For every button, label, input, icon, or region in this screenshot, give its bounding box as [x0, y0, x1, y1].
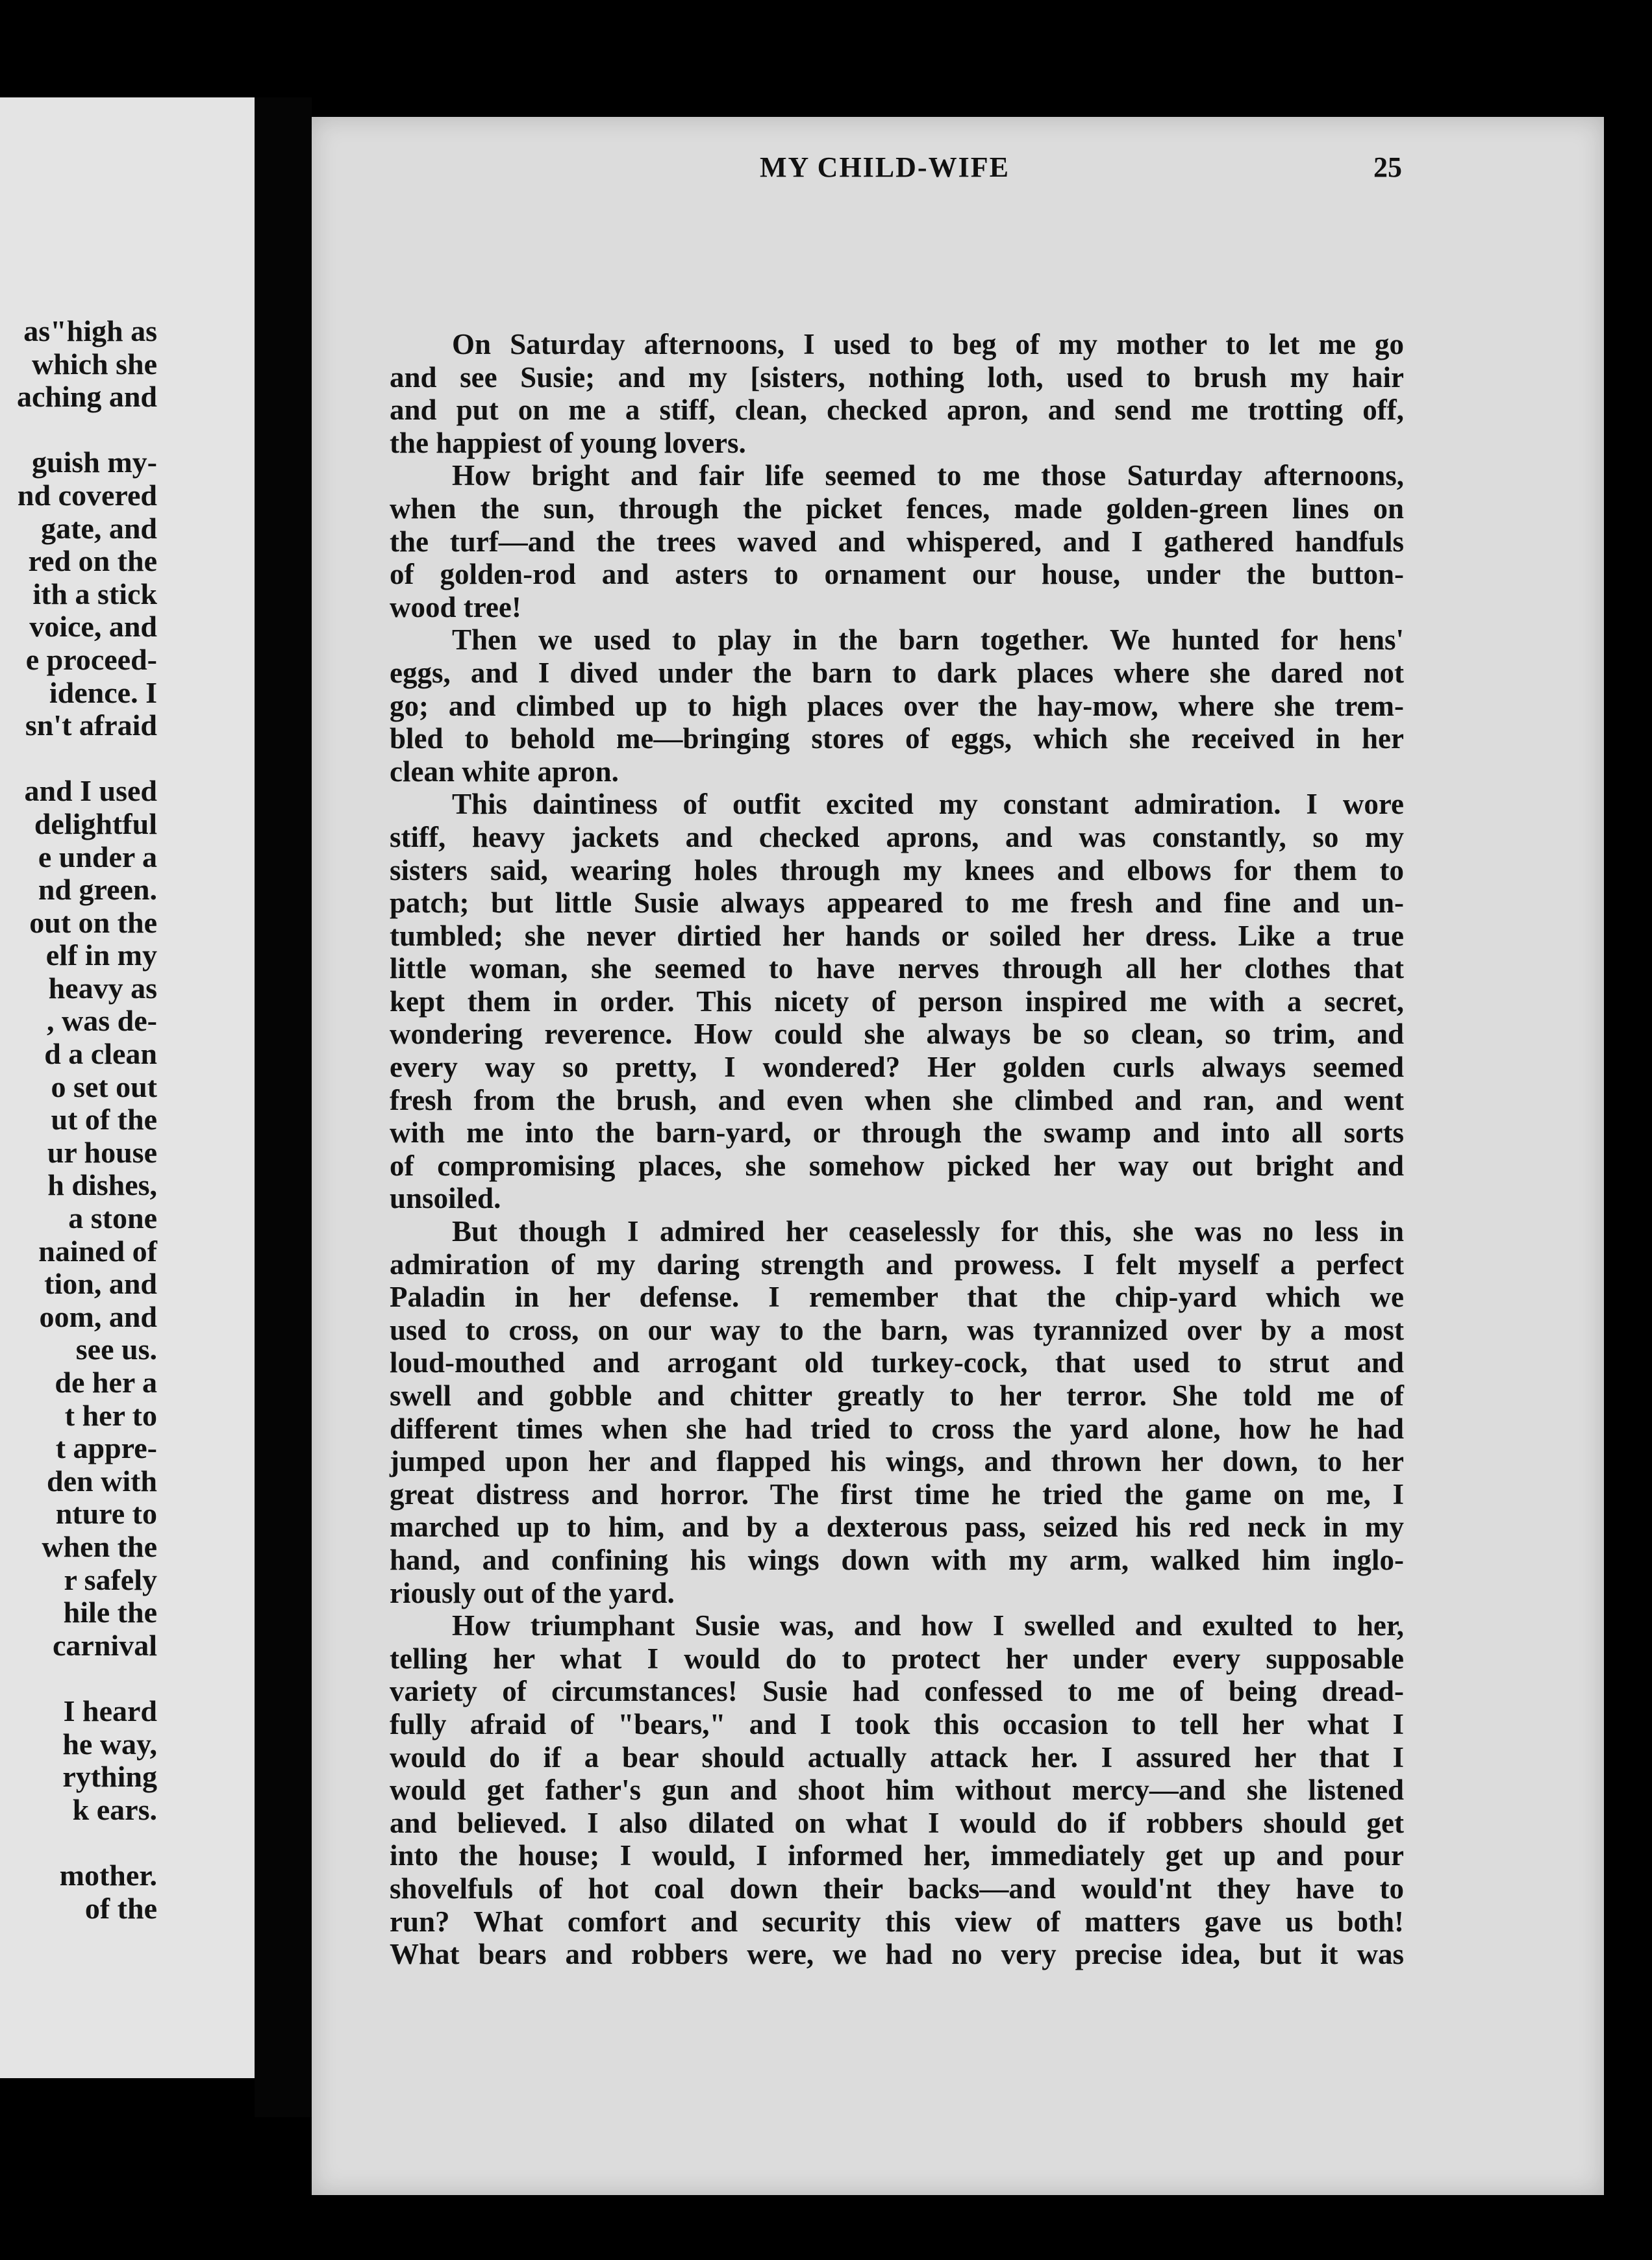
text-line: hand, and confining his wings down with my arm, walked him inglo-	[390, 1543, 1404, 1576]
facing-page-line: guish my-	[32, 446, 157, 479]
text-line: On Saturday afternoons, I used to beg of my mother to let me go	[452, 328, 1404, 360]
text-line: admiration of my daring strength and prowess. I felt myself a perfect	[390, 1248, 1404, 1281]
text-line: go; and climbed up to high places over the hay-mow, where she trem-	[390, 689, 1404, 722]
text-line: wondering reverence. How could she always be so clean, so trim, and	[390, 1018, 1404, 1051]
text-line: the turf—and the trees waved and whispered, and I gathered handfuls	[390, 525, 1404, 558]
text-line: run? What comfort and security this view of matters gave us both!	[390, 1905, 1404, 1938]
text-line: How bright and fair life seemed to me those Saturday afternoons,	[452, 459, 1404, 492]
facing-page-line: nture to	[55, 1497, 157, 1531]
facing-page-line: t appre-	[55, 1431, 157, 1465]
page-number: 25	[1373, 151, 1402, 183]
facing-page-line: nained of	[38, 1234, 157, 1268]
text-line: variety of circumstances! Susie had confessed to me of being dread-	[390, 1675, 1404, 1708]
facing-page	[0, 97, 255, 2078]
facing-page-line: heavy as	[48, 971, 157, 1005]
facing-page-line: which she	[32, 347, 157, 381]
text-line: every way so pretty, I wondered? Her golden curls always seemed	[390, 1051, 1404, 1084]
facing-page-line: idence. I	[49, 675, 157, 709]
text-line: of compromising places, she somehow picked her way out bright and	[390, 1149, 1404, 1182]
text-line: jumped upon her and flapped his wings, and thrown her down, to her	[390, 1445, 1404, 1478]
facing-page-line: voice, and	[29, 610, 157, 644]
text-line: fully afraid of "bears," and I took this occasion to tell her what I	[390, 1707, 1404, 1740]
text-line: This daintiness of outfit excited my constant admiration. I wore	[452, 788, 1404, 821]
facing-page-line: he way,	[62, 1727, 157, 1761]
facing-page-line: of the	[84, 1891, 157, 1925]
text-line: swell and gobble and chitter greatly to her terror. She told me of	[390, 1379, 1404, 1412]
facing-page-line: t her to	[64, 1398, 157, 1432]
text-line: and believed. I also dilated on what I would do if robbers should get	[390, 1806, 1404, 1839]
facing-page-line: den with	[47, 1464, 157, 1498]
facing-page-line: rything	[62, 1760, 157, 1794]
facing-page-text	[17, 315, 157, 1925]
text-line: How triumphant Susie was, and how I swelled and exulted to her,	[452, 1609, 1404, 1642]
facing-page-line	[17, 742, 157, 775]
facing-page-line: as"high as	[23, 314, 157, 347]
text-line: shovelfuls of hot coal down their backs—and would'nt they have to	[390, 1872, 1404, 1905]
text-line: But though I admired her ceaselessly for this, she was no less in	[452, 1215, 1404, 1248]
text-line: kept them in order. This nicety of person inspired me with a secret,	[390, 985, 1404, 1018]
text-line: into the house; I would, I informed her, immediately get up and pour	[390, 1839, 1404, 1872]
text-line: What bears and robbers were, we had no very precise idea, but it was	[390, 1938, 1404, 1971]
facing-page-line	[17, 1662, 157, 1695]
facing-page-line: when the	[42, 1529, 157, 1563]
facing-page-line: r safely	[64, 1563, 157, 1596]
text-line: unsoiled.	[390, 1182, 501, 1215]
facing-page-line: e proceed-	[25, 642, 157, 676]
facing-page-line: de her a	[55, 1366, 157, 1399]
text-line: different times when she had tried to cross the yard alone, how he had	[390, 1412, 1404, 1445]
text-line: sisters said, wearing holes through my knees and elbows for them to	[390, 853, 1404, 886]
facing-page-line: see us.	[75, 1333, 157, 1366]
text-line: used to cross, on our way to the barn, was tyrannized over by a most	[390, 1313, 1404, 1346]
facing-page-line: k ears.	[72, 1792, 157, 1826]
text-line: Then we used to play in the barn together. We hunted for hens'	[452, 623, 1404, 657]
facing-page-line: carnival	[53, 1628, 157, 1662]
facing-page-line: I heard	[63, 1694, 157, 1727]
page-body	[390, 328, 1404, 1971]
facing-page-line: and I used	[24, 774, 157, 808]
running-title: MY CHILD-WIFE	[760, 151, 1010, 183]
text-line: stiff, heavy jackets and checked aprons, and was constantly, so my	[390, 820, 1404, 853]
text-line: telling her what I would do to protect her under every supposable	[390, 1642, 1404, 1675]
text-line: riously out of the yard.	[390, 1576, 675, 1609]
running-head	[0, 151, 1652, 190]
facing-page-line: red on the	[28, 544, 157, 578]
facing-page-line: aching and	[16, 380, 157, 414]
facing-page-line: ur house	[47, 1135, 157, 1169]
facing-page-line: hile the	[63, 1596, 157, 1629]
facing-page-line: elf in my	[45, 938, 157, 972]
text-line: would get father's gun and shoot him without mercy—and she listened	[390, 1774, 1404, 1807]
facing-page-line: sn't afraid	[25, 709, 157, 742]
text-line: bled to behold me—bringing stores of eggs, which she received in her	[390, 722, 1404, 755]
facing-page-line: mother.	[59, 1858, 157, 1892]
text-line: Paladin in her defense. I remember that the chip-yard which we	[390, 1281, 1404, 1314]
text-line: fresh from the brush, and even when she climbed and ran, and went	[390, 1083, 1404, 1116]
facing-page-line: o set out	[51, 1070, 157, 1103]
facing-page-line: gate, and	[41, 511, 157, 545]
text-line: would do if a bear should actually attack her. I assured her that I	[390, 1740, 1404, 1774]
text-line: and put on me a stiff, clean, checked apron, and send me trotting off,	[390, 394, 1404, 427]
text-line: eggs, and I dived under the barn to dark places where she dared not	[390, 656, 1404, 689]
text-line: little woman, she seemed to have nerves through all her clothes that	[390, 952, 1404, 985]
facing-page-line	[17, 414, 157, 447]
facing-page-line: nd green.	[38, 873, 157, 907]
facing-page-line: ith a stick	[32, 577, 157, 610]
facing-page-line: , was de-	[47, 1004, 157, 1038]
text-line: loud-mouthed and arrogant old turkey-cock, that used to strut and	[390, 1346, 1404, 1379]
facing-page-line: d a clean	[44, 1037, 157, 1071]
facing-page-line: tion, and	[44, 1267, 157, 1301]
text-line: clean white apron.	[390, 755, 619, 788]
facing-page-line: a stone	[68, 1201, 157, 1235]
book-gutter	[255, 97, 312, 2117]
text-line: great distress and horror. The first time he tried the game on me, I	[390, 1477, 1404, 1511]
facing-page-line: nd covered	[17, 478, 157, 512]
facing-page-line: delightful	[34, 807, 157, 840]
facing-page-line: oom, and	[39, 1300, 157, 1333]
facing-page-line: ut of the	[51, 1103, 157, 1136]
text-line: with me into the barn-yard, or through the swamp and into all sorts	[390, 1116, 1404, 1149]
text-line: the happiest of young lovers.	[390, 426, 746, 459]
text-line: tumbled; she never dirtied her hands or soiled her dress. Like a true	[390, 919, 1404, 952]
text-line: patch; but little Susie always appeared to me fresh and fine and un-	[390, 886, 1404, 920]
facing-page-line: out on the	[29, 905, 157, 939]
text-line: when the sun, through the picket fences, made golden-green lines on	[390, 492, 1404, 525]
text-line: wood tree!	[390, 590, 521, 623]
facing-page-line: h dishes,	[47, 1168, 157, 1202]
facing-page-line	[17, 1826, 157, 1859]
text-line: of golden-rod and asters to ornament our house, under the button-	[390, 558, 1404, 591]
facing-page-line: e under a	[38, 840, 157, 873]
text-line: and see Susie; and my [sisters, nothing loth, used to brush my hair	[390, 360, 1404, 394]
text-line: marched up to him, and by a dexterous pass, seized his red neck in my	[390, 1511, 1404, 1544]
